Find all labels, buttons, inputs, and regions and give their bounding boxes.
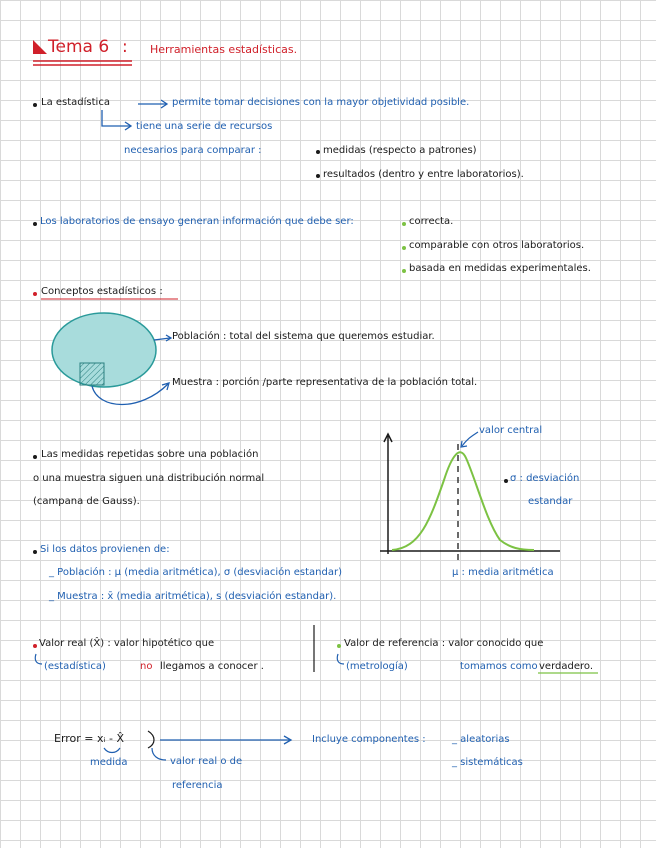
error-medida: medida [90, 757, 128, 768]
intro-item-resultados: resultados (dentro y entre laboratorios). [323, 169, 524, 180]
error-incluye: Incluye componentes : [312, 734, 426, 745]
labs-item-basada: basada en medidas experimentales. [409, 263, 591, 274]
normal-line-1: Las medidas repetidas sobre una población [41, 449, 259, 460]
valor-real-llegamos: llegamos a conocer . [160, 661, 264, 672]
intro-necesarios: necesarios para comparar : [124, 145, 262, 156]
mu-label: μ : media aritmética [452, 567, 554, 578]
intro-subject: La estadística [41, 97, 110, 108]
labs-item-correcta: correcta. [409, 216, 454, 227]
error-comp-sistematicas: _ sistemáticas [452, 757, 523, 768]
title-colon: : [122, 37, 128, 57]
intro-tiene: tiene una serie de recursos [136, 121, 273, 132]
valor-real-line-1: Valor real (X̂) : valor hipotético que [39, 638, 215, 649]
error-referencia: referencia [172, 780, 223, 791]
valor-real-no: no [140, 661, 153, 672]
intro-permite: permite tomar decisiones con la mayor objetividad posible. [172, 97, 470, 108]
valor-ref-tomamos: tomamos como [460, 661, 538, 672]
valor-ref-line-1: Valor de referencia : valor conocido que [344, 638, 544, 649]
normal-line-2: o una muestra siguen una distribución normal [33, 473, 265, 484]
datos-muestra: _ Muestra : x̄ (media aritmética), s (desviación estandar). [49, 591, 337, 602]
page-subtitle: Herramientas estadísticas. [150, 43, 298, 56]
error-comp-aleatorias: _ aleatorias [452, 734, 510, 745]
datos-heading: Si los datos provienen de: [40, 544, 170, 555]
labs-item-comparable: comparable con otros laboratorios. [409, 240, 585, 251]
intro-item-medidas: medidas (respecto a patrones) [323, 145, 477, 156]
valor-real-estadistica: (estadística) [44, 661, 106, 672]
error-valor-real: valor real o de [170, 756, 243, 767]
conceptos-heading: Conceptos estadísticos : [41, 286, 163, 297]
sigma-label-2: estandar [528, 496, 573, 507]
page-title: Tema 6 [48, 37, 110, 57]
valor-ref-metrologia: (metrología) [346, 661, 408, 672]
normal-line-3: (campana de Gauss). [33, 496, 140, 507]
error-formula: Error = xᵢ - X̂ [54, 732, 124, 745]
poblacion-definition: Población : total del sistema que queremos estudiar. [172, 331, 435, 342]
datos-poblacion: _ Población : μ (media aritmética), σ (desviación estandar) [49, 567, 342, 578]
labs-text: Los laboratorios de ensayo generan información que debe ser: [40, 216, 354, 227]
valor-central-label: valor central [479, 425, 543, 436]
sigma-label: σ : desviación [510, 473, 580, 484]
valor-ref-verdadero: verdadero. [539, 661, 593, 672]
muestra-definition: Muestra : porción /parte representativa de la población total. [172, 377, 478, 388]
